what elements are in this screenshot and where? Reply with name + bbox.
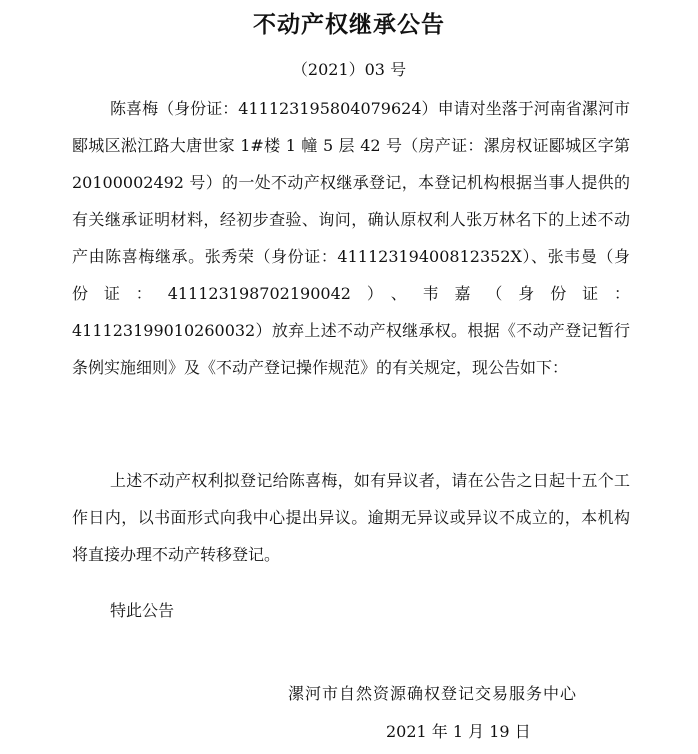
issue-date: 2021 年 1 月 19 日 [386,722,531,741]
notice-title: 不动产权继承公告 [253,12,445,38]
document-number: （2021）03 号 [291,60,407,79]
closing-remark: 特此公告 [110,601,175,620]
notice-body-paragraph-2: 上述不动产权利拟登记给陈喜梅，如有异议者，请在公告之日起十五个工作日内，以书面形式向我中心提出异议。逾期无异议或异议不成立的，本机构将直接办理不动产转移登记。 [72,471,630,564]
issuing-organization: 漯河市自然资源确权登记交易服务中心 [288,684,578,703]
notice-body-paragraph-1: 陈喜梅（身份证：41112319580407962​4）申请对坐落于河南省漯河市郾城区淞江路大唐世家 1#楼 1 幢 5 层 42 号（房产证：漯房权证郾城区字第 20100002492 号）的一处不动产权继承登记，本登记机构根据当事人提供的有关继承证明材料，经初步查验、询问，确认原权利人张万林名下的上述不动产由陈喜梅继承。张秀荣（身份证：41112319400812352X）、张韦曼（身份证：411123198702190042）、韦嘉（身份证：411123199010260032）放弃上述不动产权继承权。根据《不动产登记暂行条例实施细则》及《不动产登记操作规范》的有关规定，现公告如下： [72,99,630,377]
